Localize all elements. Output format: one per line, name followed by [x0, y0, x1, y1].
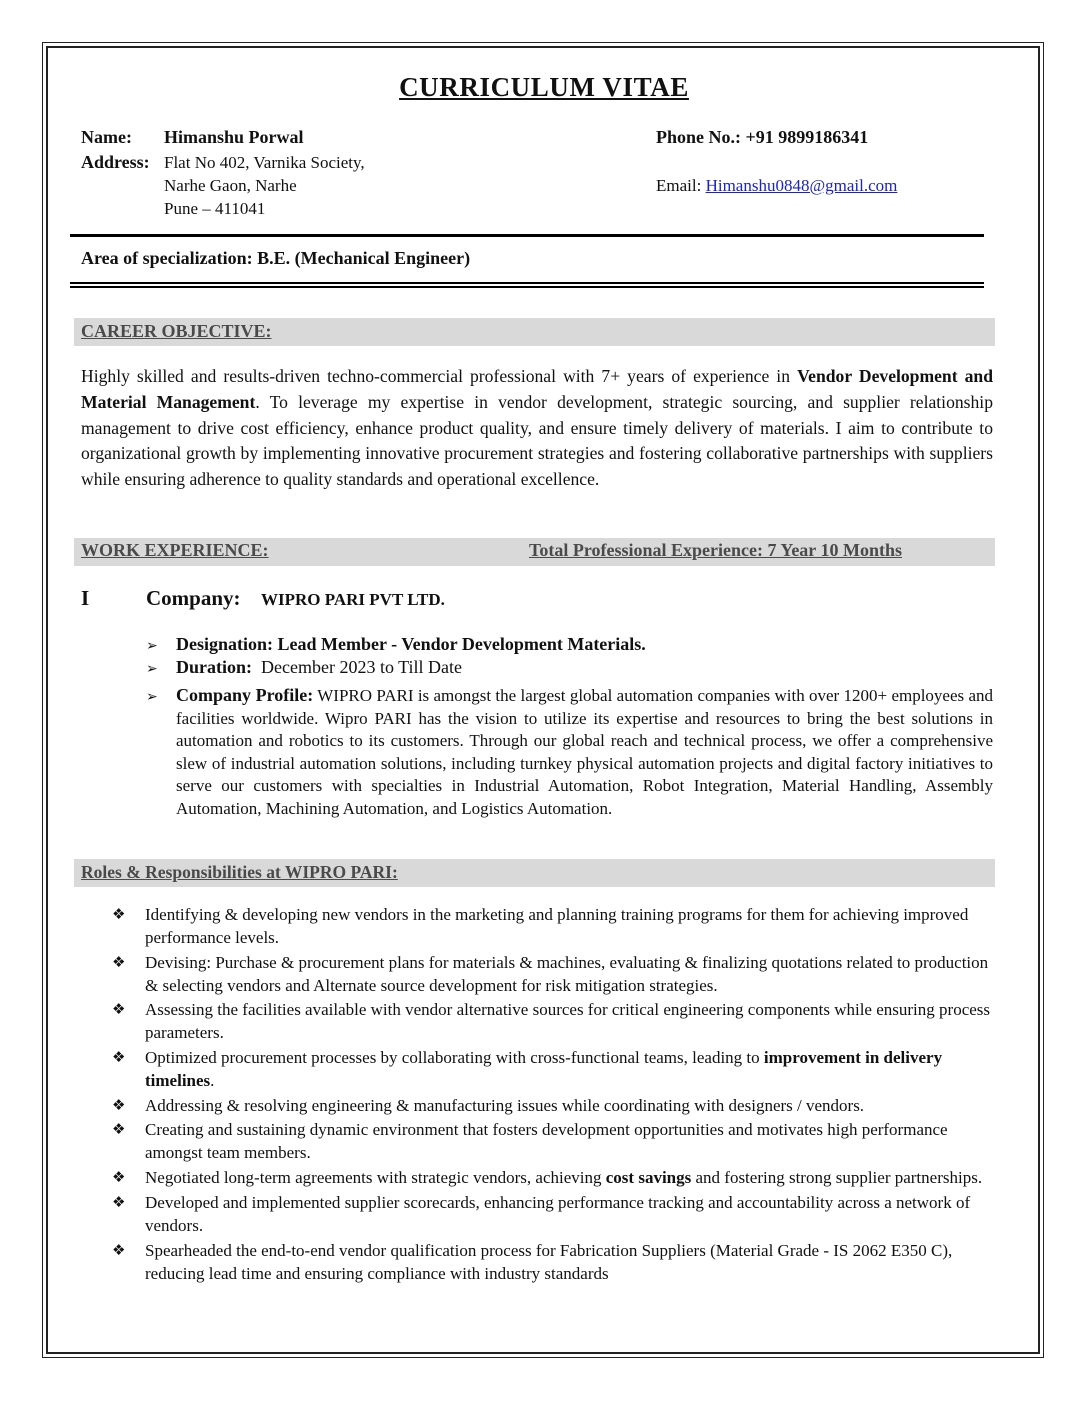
company-index: I	[81, 586, 90, 610]
role-text: Devising: Purchase & procurement plans for materials & machines, evaluating & finalizing quotations related to production & selecting vendors and Alternate source development for risk mitigation strategies.	[145, 952, 989, 995]
list-item	[112, 1166, 997, 1189]
role-text: Creating and sustaining dynamic environment that fosters development opportunities and motivates high performance amongst team members.	[145, 1120, 948, 1163]
designation-label: Designation:	[176, 634, 274, 654]
role-text-bold: improvement in delivery timelines	[145, 1048, 943, 1091]
list-item	[112, 951, 997, 997]
phone-line	[656, 127, 868, 148]
role-text: Addressing & resolving engineering & manufacturing issues while coordinating with designers / vendors.	[145, 1095, 865, 1115]
role-text: Optimized procurement processes by collaborating with cross-functional teams, leading to	[145, 1048, 764, 1068]
list-item	[112, 903, 997, 949]
company-name: WIPRO PARI PVT LTD.	[261, 590, 445, 609]
work-experience-heading: WORK EXPERIENCE:	[81, 540, 269, 560]
roles-heading: Roles & Responsibilities at WIPRO PARI:	[81, 862, 398, 882]
phone-number: : +91 9899186341	[735, 127, 869, 147]
phone-label: Phone No.	[656, 127, 736, 147]
diamond-bullet-icon: ❖	[112, 1240, 126, 1259]
list-item	[112, 1191, 997, 1237]
role-text-bold: cost savings	[605, 1168, 692, 1188]
specialization: Area of specialization: B.E. (Mechanical Engineer)	[81, 248, 471, 268]
document-title: CURRICULUM VITAE	[399, 72, 689, 102]
diamond-bullet-icon: ❖	[112, 1048, 126, 1067]
arrow-bullet-icon: ➢	[146, 638, 158, 654]
role-text: Developed and implemented supplier scorecards, enhancing performance tracking and accountability across a network of vendors.	[145, 1192, 971, 1235]
list-item	[112, 1094, 997, 1117]
designation-line	[176, 634, 646, 655]
total-experience: Total Professional Experience: 7 Year 10 Months	[529, 540, 902, 560]
diamond-bullet-icon: ❖	[112, 1168, 126, 1187]
company-profile	[176, 684, 993, 821]
objective-text-part1: Highly skilled and results-driven techno-commercial professional with 7+ years of experience in	[81, 366, 798, 386]
candidate-name: Himanshu Porwal	[164, 127, 304, 147]
rule-double-1	[70, 282, 984, 284]
email-line	[656, 176, 897, 196]
objective-text-bold: Vendor Development and Material Management	[81, 366, 994, 412]
address-line-2: Narhe Gaon, Narhe	[164, 176, 297, 195]
address-line-3: Pune – 411041	[164, 199, 266, 218]
role-text: Negotiated long-term agreements with strategic vendors, achieving	[145, 1168, 606, 1188]
diamond-bullet-icon: ❖	[112, 1120, 126, 1139]
career-objective-heading: CAREER OBJECTIVE:	[81, 321, 272, 341]
rule-top	[70, 234, 984, 237]
role-text: Identifying & developing new vendors in the marketing and planning training programs for them for achieving improved performance levels.	[145, 905, 969, 947]
address-label: Address:	[81, 152, 150, 172]
diamond-bullet-icon: ❖	[112, 1000, 126, 1019]
email-link[interactable]: Himanshu0848@gmail.com	[705, 176, 898, 195]
company-profile-text: WIPRO PARI is amongst the largest global automation companies with over 1200+ employees and facilities worldwide. Wipro PARI has the vision to utilize its expertise and resources to bring the best solutions in automation and robotics to its customers. Through our global reach and technical process, we offer a comprehensive slew of industrial automation solutions, including turnkey physical automation projects and digital factory initiatives to serve our customers with specialties in Industrial Automation, Robot Integration, Material Handling, Assembly Automation, Machining Automation, and Logistics Automation.	[176, 686, 994, 818]
diamond-bullet-icon: ❖	[112, 905, 126, 923]
arrow-bullet-icon: ➢	[146, 689, 158, 705]
role-text: Assessing the facilities available with vendor alternative sources for critical engineering components while ensuring process parameters.	[145, 1000, 991, 1043]
career-objective-text	[81, 364, 993, 493]
diamond-bullet-icon: ❖	[112, 952, 126, 971]
company-label: Company:	[146, 586, 241, 610]
objective-text-part2: . To leverage my expertise in vendor development, strategic sourcing, and supplier relationship management to drive cost efficiency, enhance product quality, and ensure timely delivery of materials. I aim to contribute to organizational growth by implementing innovative procurement strategies and fostering collaborative partnerships with suppliers while ensuring adherence to quality standards and operational excellence.	[81, 391, 993, 490]
name-label: Name:	[81, 127, 132, 147]
duration-value: December 2023 to Till Date	[252, 657, 462, 677]
list-item	[112, 1046, 997, 1092]
role-text-end: .	[210, 1071, 215, 1091]
role-text: Spearheaded the end-to-end vendor qualification process for Fabrication Suppliers (Material Grade - IS 2062 E350 C), reducing lead time and ensuring compliance with industry standards	[145, 1240, 953, 1283]
list-item	[112, 998, 997, 1044]
roles-list	[112, 903, 997, 1286]
role-text-end: and fostering strong supplier partnerships.	[691, 1168, 983, 1188]
duration-line	[176, 657, 462, 678]
email-label: Email:	[656, 176, 706, 195]
diamond-bullet-icon: ❖	[112, 1095, 126, 1114]
designation-value: Lead Member - Vendor Development Materials.	[273, 634, 646, 654]
address-line-1: Flat No 402, Varnika Society,	[164, 153, 365, 172]
duration-label: Duration:	[176, 657, 252, 677]
rule-double-2	[70, 286, 984, 288]
list-item	[112, 1239, 997, 1285]
diamond-bullet-icon: ❖	[112, 1192, 126, 1211]
list-item	[112, 1118, 997, 1164]
arrow-bullet-icon: ➢	[146, 661, 158, 677]
company-profile-label: Company Profile:	[176, 685, 314, 705]
